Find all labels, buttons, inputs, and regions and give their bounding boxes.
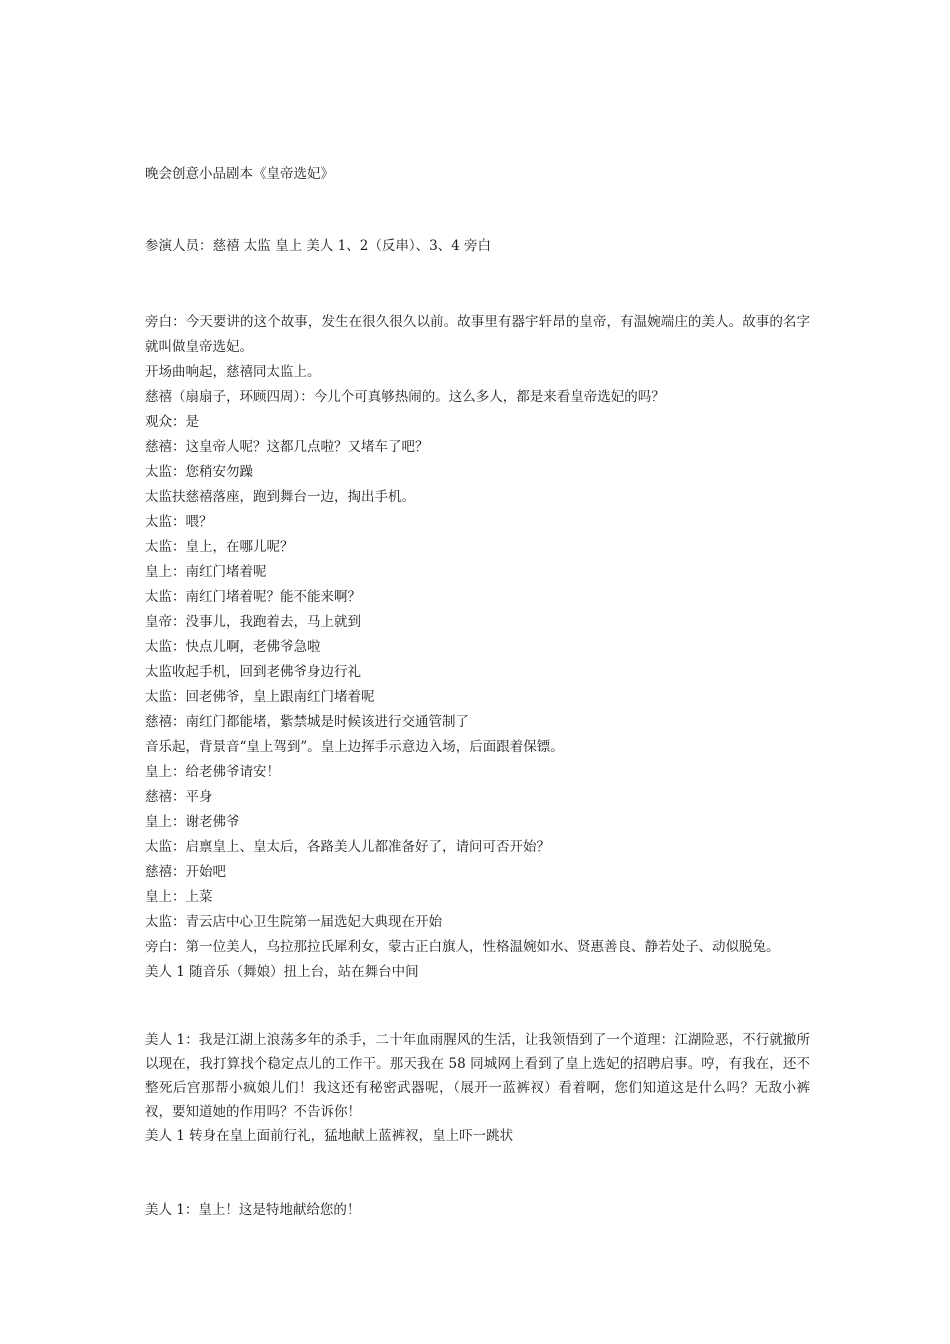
script-line: 皇上：上菜 [145, 889, 213, 905]
script-line: 太监：喂？ [145, 514, 213, 530]
script-line: 太监：南红门堵着呢？能不能来啊？ [145, 589, 361, 605]
cast-list: 参演人员：慈禧 太监 皇上 美人 1、2（反串）、3、4 旁白 [145, 238, 492, 254]
script-line: 太监：启禀皇上、皇太后，各路美人儿都准备好了，请问可否开始？ [145, 839, 550, 855]
script-line: 开场曲响起，慈禧同太监上。 [145, 364, 321, 380]
script-line: 太监：青云店中心卫生院第一届选妃大典现在开始 [145, 914, 442, 930]
script-line: 太监：快点儿啊，老佛爷急啦 [145, 639, 321, 655]
script-line: 皇帝：没事儿，我跑着去，马上就到 [145, 614, 361, 630]
script-line: 慈禧：开始吧 [145, 864, 226, 880]
script-line: 太监：回老佛爷，皇上跟南红门堵着呢 [145, 689, 375, 705]
script-line: 美人 1 随音乐（舞娘）扭上台，站在舞台中间 [145, 964, 419, 980]
script-line: 美人 1 转身在皇上面前行礼，猛地献上蓝裤衩，皇上吓一跳状 [145, 1128, 514, 1144]
script-line: 太监：您稍安勿躁 [145, 464, 253, 480]
script-line: 美人 1：皇上！这是特地献给您的！ [145, 1202, 361, 1218]
script-line: 皇上：谢老佛爷 [145, 814, 240, 830]
document-title: 晚会创意小品剧本《皇帝选妃》 [145, 166, 334, 182]
script-line: 音乐起，背景音“皇上驾到”。皇上边挥手示意边入场，后面跟着保镖。 [145, 739, 564, 755]
script-line: 太监：皇上，在哪儿呢？ [145, 539, 294, 555]
script-line: 慈禧：这皇帝人呢？这都几点啦？又堵车了吧？ [145, 439, 429, 455]
script-section-2 [145, 1028, 810, 1149]
script-line: 皇上：给老佛爷请安！ [145, 764, 280, 780]
script-line: 慈禧：平身 [145, 789, 213, 805]
script-line: 旁白：今天要讲的这个故事，发生在很久很久以前。故事里有器宇轩昂的皇帝，有温婉端庄的美人。故事的名字就叫做皇帝选妃。 [145, 314, 810, 355]
script-line: 美人 1：我是江湖上浪荡多年的杀手，二十年血雨腥风的生活，让我领悟到了一个道理：江湖险恶，不行就撤所以现在，我打算找个稳定点儿的工作干。那天我在 58 同城网上看到了皇上选妃的招聘启事。哼，有我在，还不整死后宫那帮小疯娘儿们！我这还有秘密武器呢，（展开一蓝裤衩）看着啊，您们知道这是什么吗？无敌小裤衩，要知道她的作用吗？不告诉你！ [145, 1032, 810, 1120]
script-section-1 [145, 310, 810, 985]
script-section-3 [145, 1198, 810, 1223]
script-line: 慈禧：南红门都能堵，紫禁城是时候该进行交通管制了 [145, 714, 469, 730]
script-line: 太监扶慈禧落座，跑到舞台一边，掏出手机。 [145, 489, 415, 505]
script-line: 皇上：南红门堵着呢 [145, 564, 267, 580]
script-line: 太监收起手机，回到老佛爷身边行礼 [145, 664, 361, 680]
script-line: 慈禧（扇扇子，环顾四周）：今儿个可真够热闹的。这么多人，都是来看皇帝选妃的吗？ [145, 389, 665, 405]
script-line: 旁白：第一位美人，乌拉那拉氏犀利女，蒙古正白旗人，性格温婉如水、贤惠善良、静若处子、动似脱兔。 [145, 939, 780, 955]
script-line: 观众：是 [145, 414, 199, 430]
